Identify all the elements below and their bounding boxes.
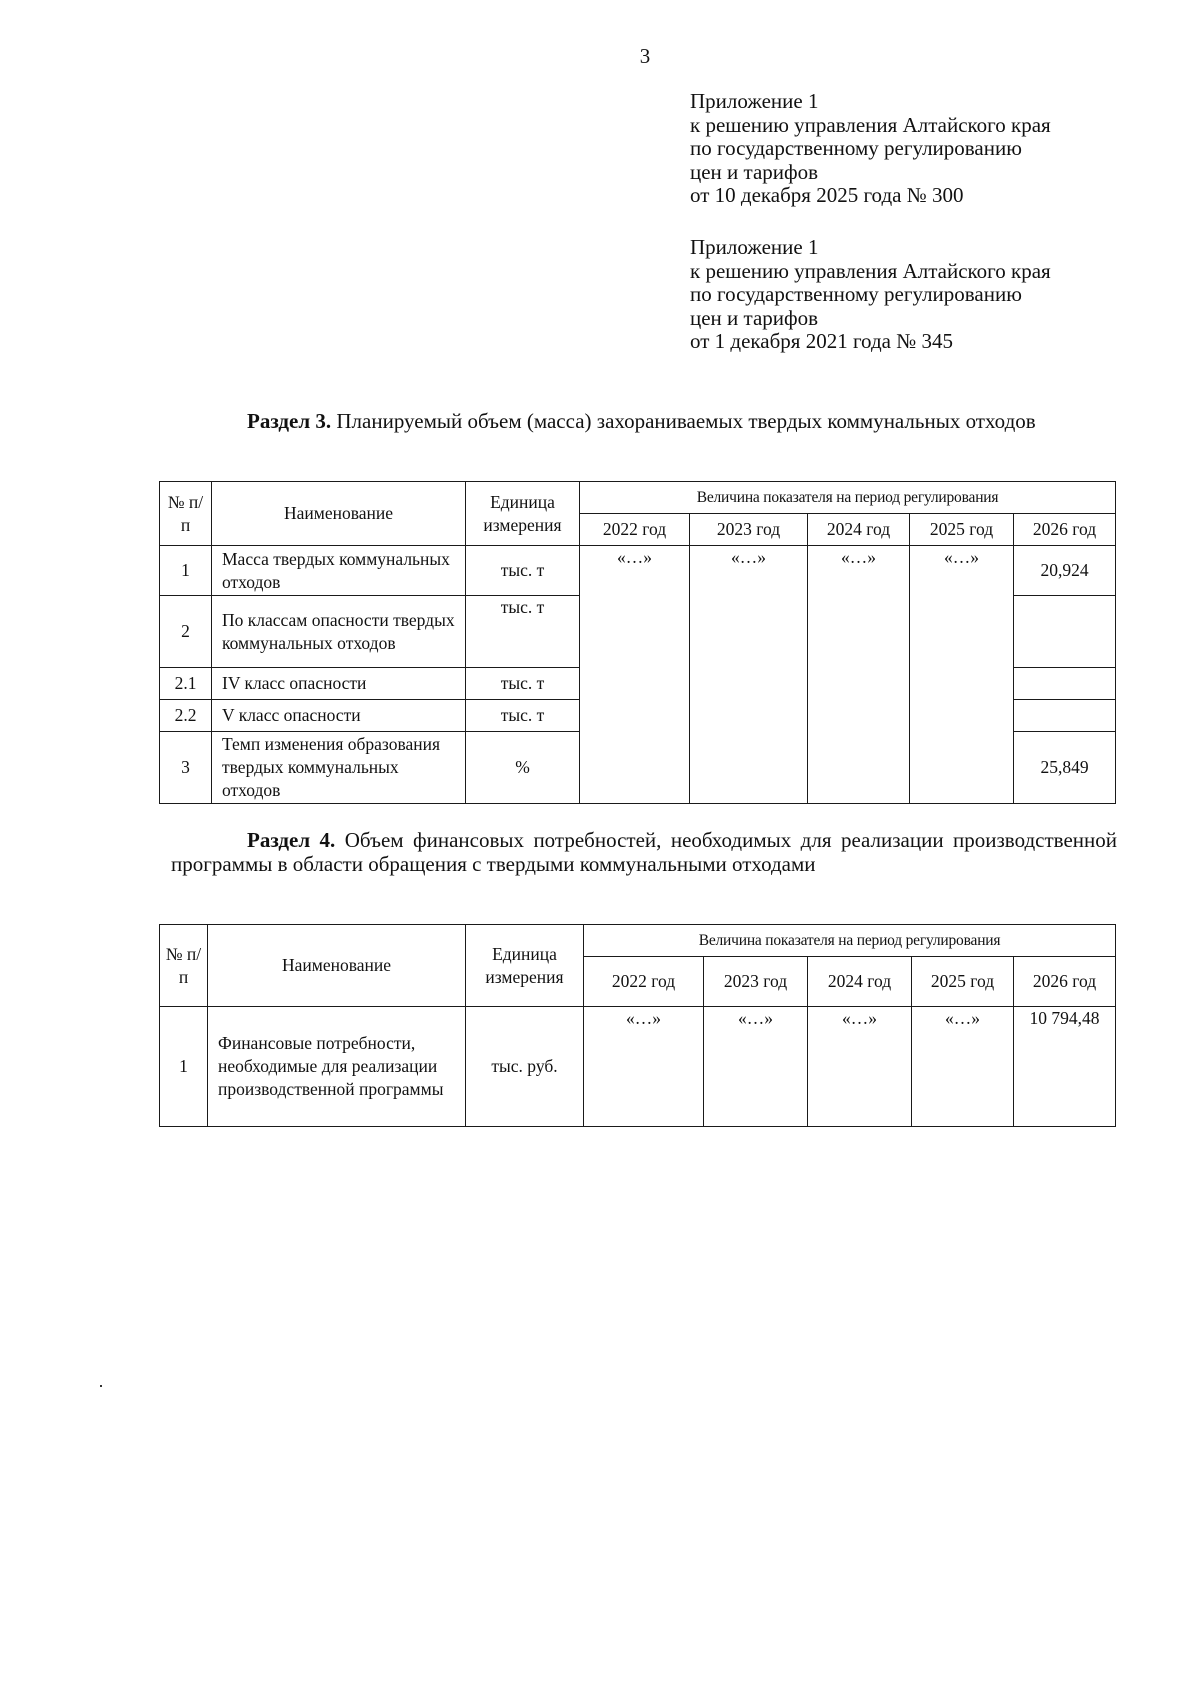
table-row <box>160 546 1116 596</box>
table-header-row <box>160 482 1116 514</box>
appendix-header-current <box>690 90 1051 208</box>
section-3-title: Планируемый объем (масса) захораниваемых твердых коммунальных отходов <box>336 409 1036 433</box>
row-unit: тыс. т <box>466 700 580 732</box>
row-value: «…» <box>580 546 690 804</box>
section-4-table <box>159 924 1116 1127</box>
appendix-line: по государственному регулированию <box>690 136 1022 160</box>
row-value: «…» <box>690 546 808 804</box>
row-name: V класс опасности <box>212 700 466 732</box>
appendix-line: к решению управления Алтайского края <box>690 112 1051 137</box>
header-year: 2023 год <box>690 514 808 546</box>
row-value <box>1014 668 1116 700</box>
row-value <box>1014 596 1116 668</box>
header-year: 2026 год <box>1014 514 1116 546</box>
appendix-line: к решению управления Алтайского края <box>690 258 1051 283</box>
section-4-title: Объем финансовых потребностей, необходимых для реализации производственной программы в области обращения с твердыми коммунальными отходами <box>171 828 1117 876</box>
header-unit: Единица измерения <box>466 482 580 546</box>
header-year: 2024 год <box>808 957 912 1007</box>
row-value: 20,924 <box>1014 546 1116 596</box>
section-3-heading <box>171 410 1117 434</box>
row-value <box>1014 700 1116 732</box>
row-num: 2.2 <box>160 700 212 732</box>
row-value: «…» <box>808 546 910 804</box>
row-value: 10 794,48 <box>1014 1007 1116 1127</box>
row-unit: тыс. руб. <box>466 1007 584 1127</box>
row-unit: тыс. т <box>466 546 580 596</box>
appendix-line: от 1 декабря 2021 года № 345 <box>690 329 953 353</box>
header-year: 2023 год <box>704 957 808 1007</box>
header-period: Величина показателя на период регулирования <box>584 925 1116 957</box>
appendix-line: по государственному регулированию <box>690 282 1022 306</box>
row-num: 1 <box>160 546 212 596</box>
row-value: «…» <box>704 1007 808 1127</box>
table-row <box>160 1007 1116 1127</box>
row-num: 2 <box>160 596 212 668</box>
section-3-label: Раздел 3. <box>247 409 332 433</box>
section-4-label: Раздел 4. <box>247 828 336 852</box>
page-number: 3 <box>639 44 651 68</box>
row-unit: % <box>466 732 580 804</box>
header-year: 2025 год <box>910 514 1014 546</box>
header-name: Наименование <box>208 925 466 1007</box>
appendix-line: Приложение 1 <box>690 89 819 113</box>
table-header-row <box>160 925 1116 957</box>
row-num: 1 <box>160 1007 208 1127</box>
row-num: 3 <box>160 732 212 804</box>
header-year: 2022 год <box>584 957 704 1007</box>
appendix-line: от 10 декабря 2025 года № 300 <box>690 183 964 207</box>
appendix-line: Приложение 1 <box>690 235 819 259</box>
row-unit: тыс. т <box>466 596 580 668</box>
row-name: Масса твердых коммунальных отходов <box>212 546 466 596</box>
section-4-heading <box>171 829 1117 876</box>
row-name: По классам опасности твердых коммунальных отходов <box>212 596 466 668</box>
row-value: 25,849 <box>1014 732 1116 804</box>
section-3-table <box>159 481 1116 804</box>
header-period: Величина показателя на период регулирования <box>580 482 1116 514</box>
row-name: Темп изменения образования твердых коммунальных отходов <box>212 732 466 804</box>
header-name: Наименование <box>212 482 466 546</box>
appendix-line: цен и тарифов <box>690 159 819 184</box>
scan-speck <box>100 1385 102 1387</box>
header-year: 2022 год <box>580 514 690 546</box>
appendix-header-original <box>690 236 1051 354</box>
row-value: «…» <box>910 546 1014 804</box>
header-num: № п/ п <box>160 925 208 1007</box>
header-unit: Единица измерения <box>466 925 584 1007</box>
row-num: 2.1 <box>160 668 212 700</box>
row-name: Финансовые потребности, необходимые для реализации производственной программы <box>208 1007 466 1127</box>
header-year: 2024 год <box>808 514 910 546</box>
header-num: № п/п <box>160 482 212 546</box>
row-value: «…» <box>912 1007 1014 1127</box>
header-year: 2025 год <box>912 957 1014 1007</box>
appendix-line: цен и тарифов <box>690 305 819 330</box>
row-name: IV класс опасности <box>212 668 466 700</box>
row-unit: тыс. т <box>466 668 580 700</box>
row-value: «…» <box>584 1007 704 1127</box>
header-year: 2026 год <box>1014 957 1116 1007</box>
row-value: «…» <box>808 1007 912 1127</box>
